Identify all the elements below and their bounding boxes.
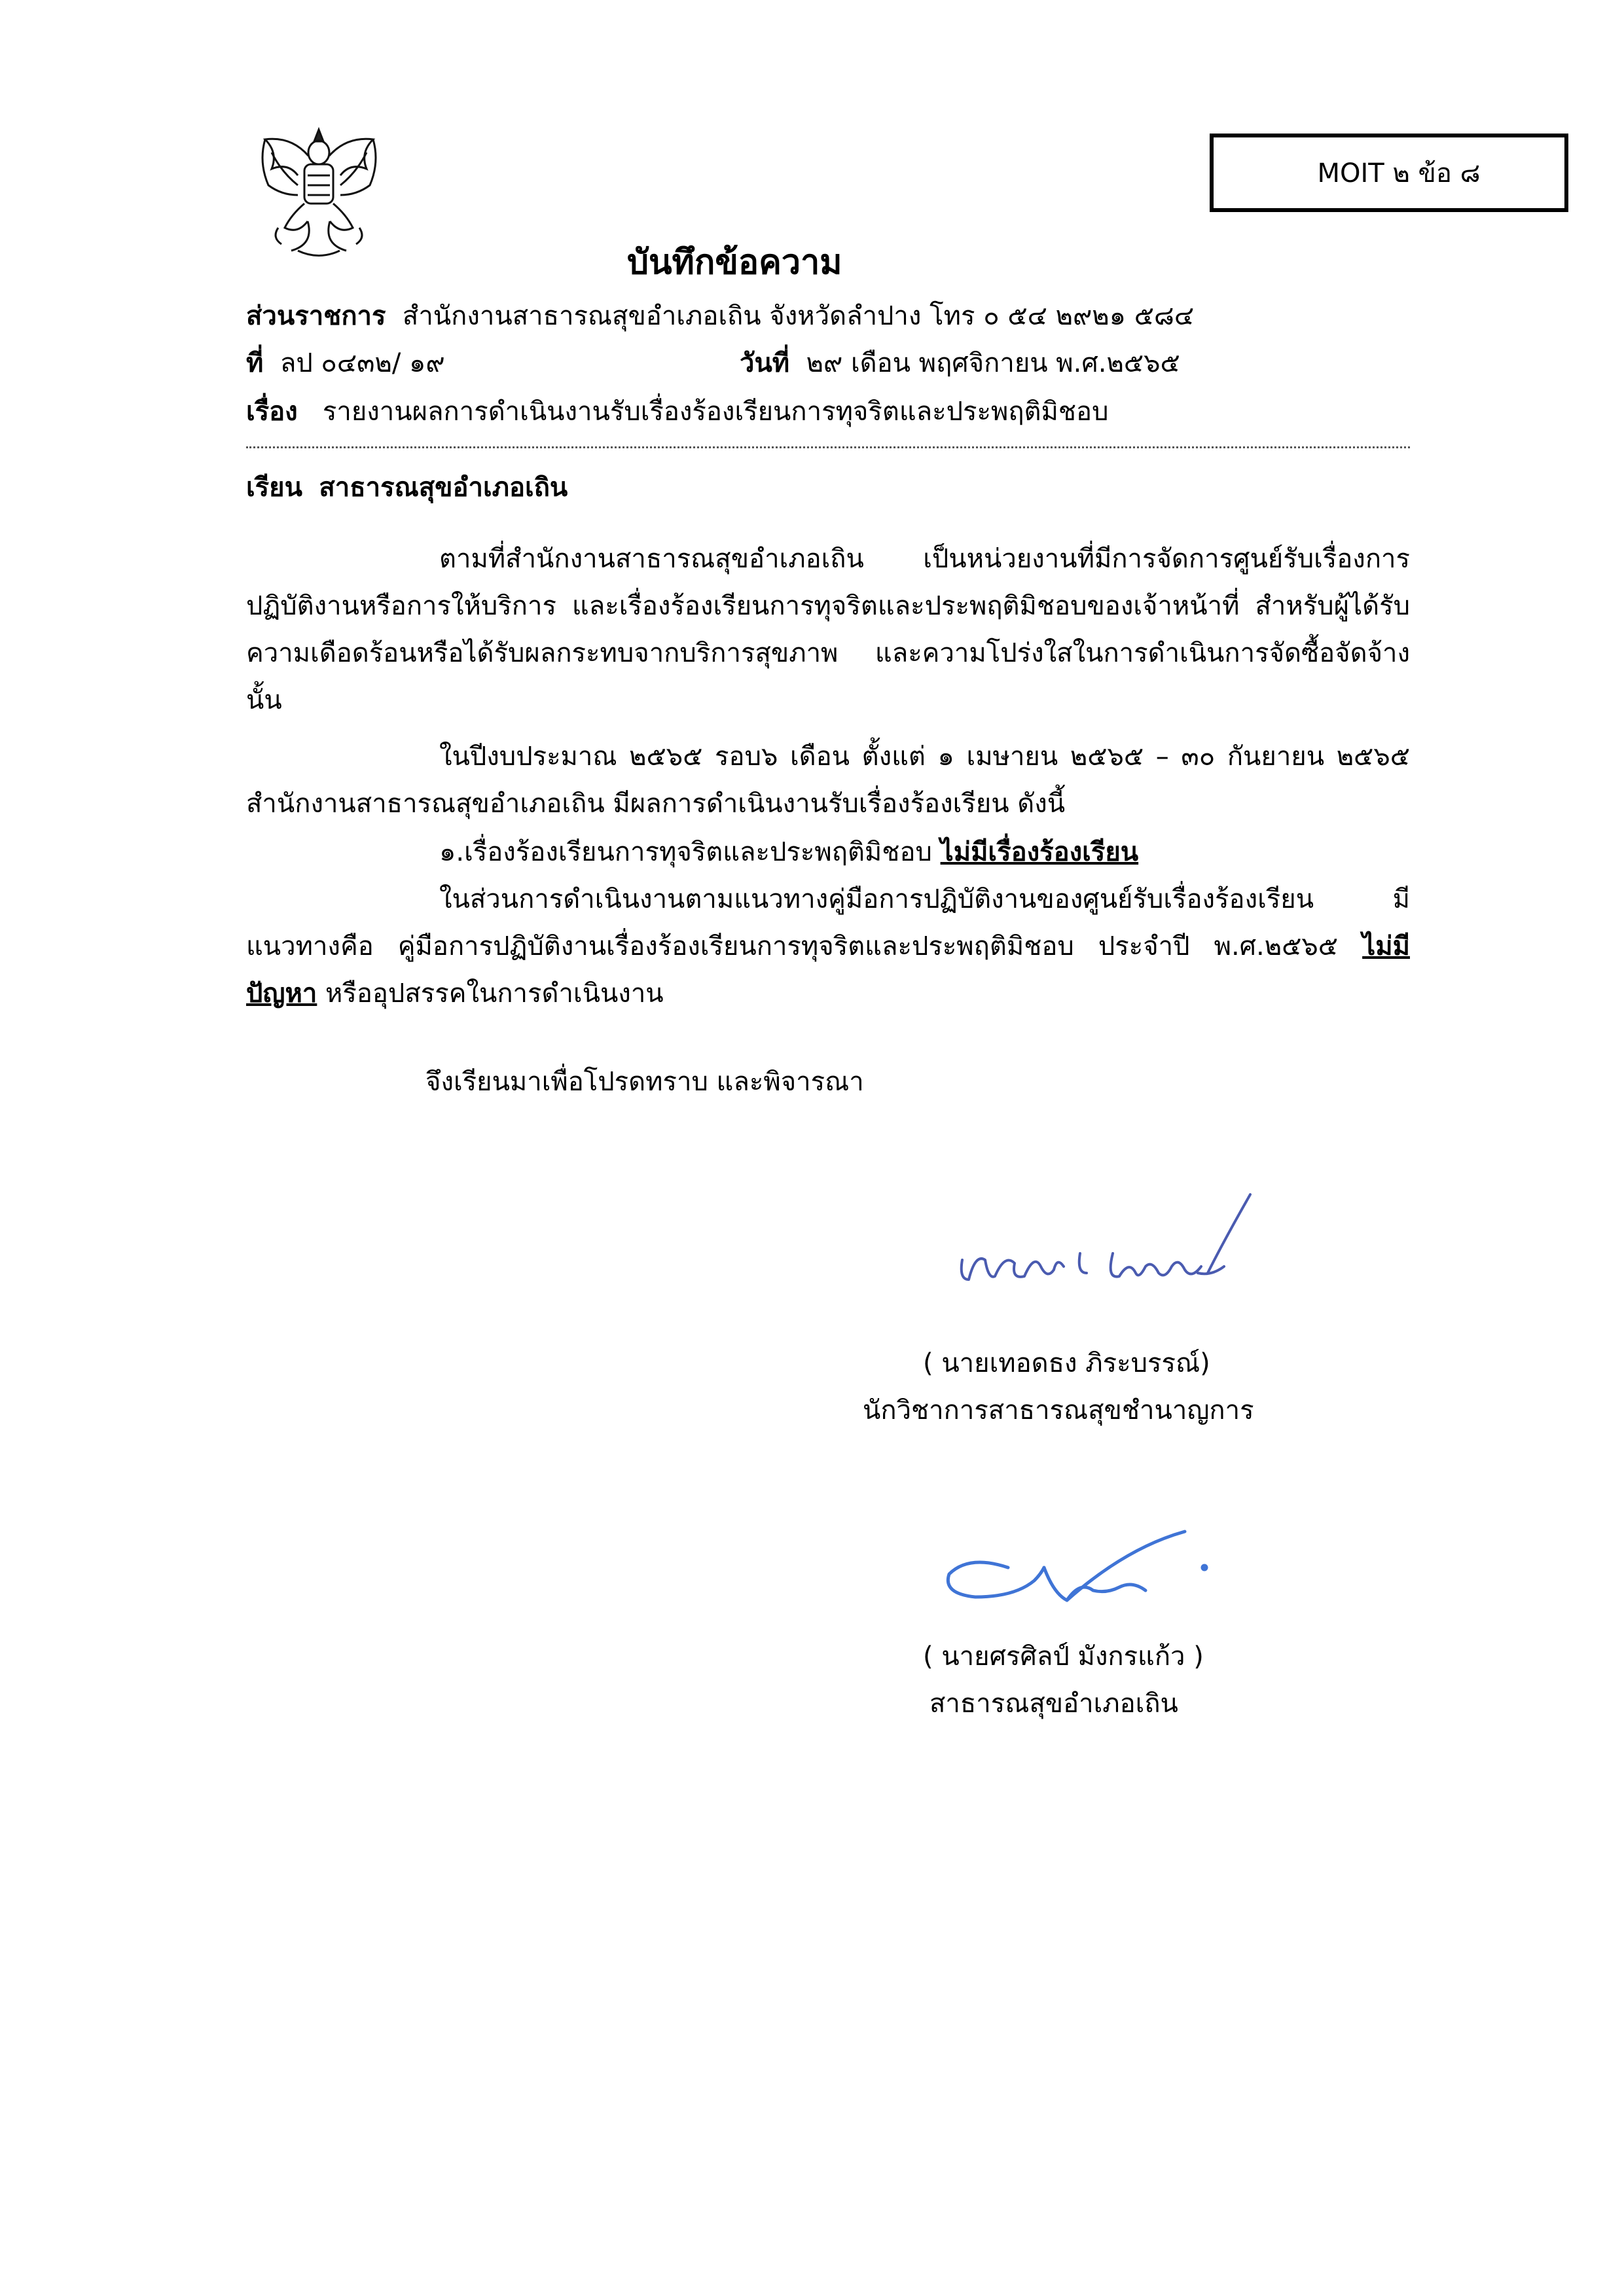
paragraph-2: ในปีงบประมาณ ๒๕๖๕ รอบ๖ เดือน ตั้งแต่ ๑ เมษายน ๒๕๖๕ – ๓๐ กันยายน ๒๕๖๕ สำนักงานสาธารณสุขอำเภอเถิน มีผลการดำเนินงานรับเรื่องร้องเรียน ดังนี้ <box>246 742 1410 819</box>
paragraph-3 <box>246 876 1410 1017</box>
agency-label: ส่วนราชการ <box>246 301 386 331</box>
signature-2-handwriting <box>929 1528 1231 1633</box>
salutation-recipient: สาธารณสุขอำเภอเถิน <box>319 473 568 503</box>
paragraph-1: ตามที่สำนักงานสาธารณสุขอำเภอเถิน เป็นหน่วยงานที่มีการจัดการศูนย์รับเรื่องการปฏิบัติงานหรือการให้บริการ และเรื่องร้องเรียนการทุจริตและประพฤติมิชอบของเจ้าหน้าที่ สำหรับผู้ได้รับความเดือดร้อนหรือได้รับผลกระทบจากบริการสุขภาพ และความโปร่งใสในการดำเนินการจัดซื้อจัดจ้าง นั้น <box>246 544 1410 715</box>
salutation-label: เรียน <box>246 473 302 503</box>
closing-line: จึงเรียนมาเพื่อโปรดทราบ และพิจารณา <box>425 1067 864 1097</box>
number-value: ลป ๐๔๓๒/ ๑๙ <box>280 348 445 378</box>
date-value: ๒๙ เดือน พฤศจิกายน พ.ศ.๒๕๖๕ <box>806 348 1180 378</box>
subject-value: รายงานผลการดำเนินงานรับเรื่องร้องเรียนการทุจริตและประพฤติมิชอบ <box>322 397 1109 427</box>
number-line <box>246 342 445 384</box>
subject-line <box>246 390 1108 432</box>
reference-code: MOIT ๒ ข้อ ๘ <box>1317 158 1481 188</box>
reference-box <box>1210 134 1568 212</box>
signature-1-handwriting <box>949 1181 1263 1306</box>
item-1-result: ไม่มีเรื่องร้องเรียน <box>940 837 1139 867</box>
memo-title: บันทึกข้อความ <box>627 243 842 282</box>
paragraph-3-emphasis: ไม่มีปัญหา <box>246 931 1410 1009</box>
agency-line <box>246 295 1194 336</box>
dotted-divider <box>246 446 1410 448</box>
garuda-emblem-icon <box>252 123 386 260</box>
signatory-1-position: นักวิชาการสาธารณสุขชำนาญการ <box>863 1395 1254 1426</box>
agency-value: สำนักงานสาธารณสุขอำเภอเถิน จังหวัดลำปาง โทร ๐ ๕๔ ๒๙๒๑ ๕๘๔ <box>402 301 1195 331</box>
item-1 <box>246 829 1410 876</box>
date-label: วันที่ <box>740 348 790 378</box>
paragraph-3-tail: หรืออุปสรรคในการดำเนินงาน <box>317 978 664 1009</box>
number-label: ที่ <box>246 348 264 378</box>
signatory-2-name: ( นายศรศิลป์ มังกรแก้ว ) <box>923 1641 1204 1672</box>
date-line <box>740 342 1180 384</box>
signatory-1-name: ( นายเทอดธง ภิระบรรณ์) <box>923 1348 1210 1378</box>
paragraph-3-text: ในส่วนการดำเนินงานตามแนวทางคู่มือการปฏิบัติงานของศูนย์รับเรื่องร้องเรียน มีแนวทางคือ คู่มือการปฏิบัติงานเรื่องร้องเรียนการทุจริตและประพฤติมิชอบ ประจำปี พ.ศ.๒๕๖๕ <box>246 884 1410 961</box>
subject-label: เรื่อง <box>246 397 298 427</box>
salutation <box>246 466 568 508</box>
signatory-2-position: สาธารณสุขอำเภอเถิน <box>929 1689 1178 1719</box>
item-1-text: ๑.เรื่องร้องเรียนการทุจริตและประพฤติมิชอบ <box>439 837 941 867</box>
